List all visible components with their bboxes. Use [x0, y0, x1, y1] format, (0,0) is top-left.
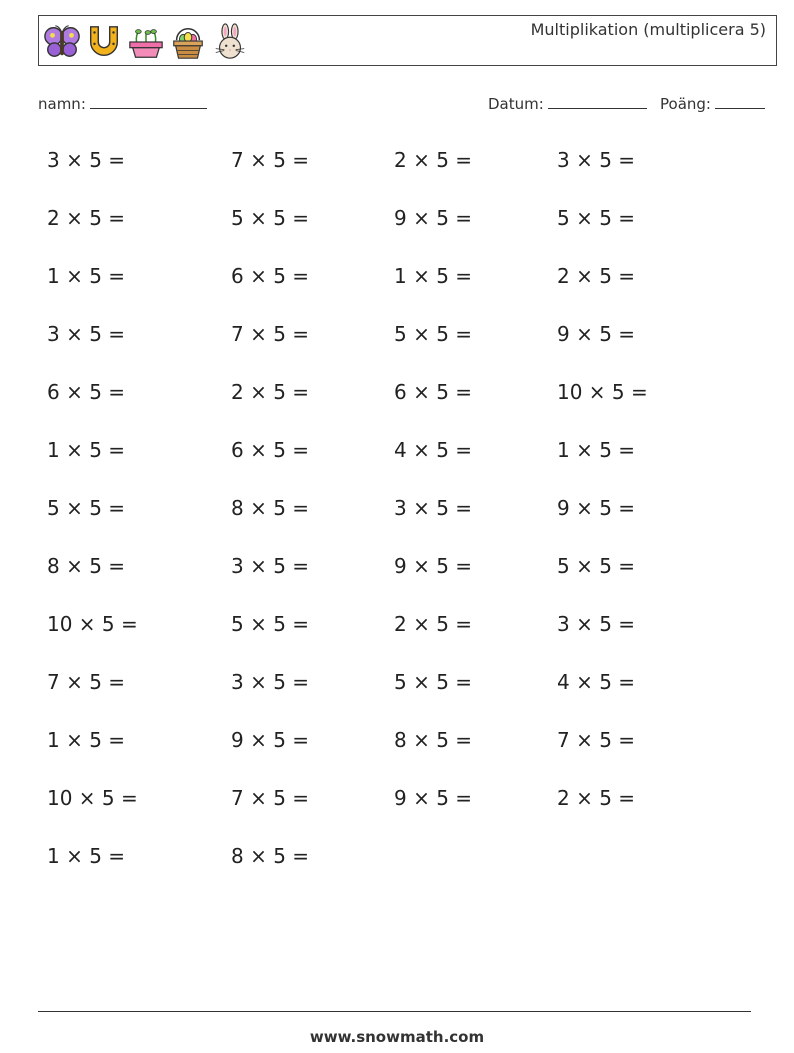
date-label: Datum: [488, 95, 544, 113]
problem-item: 5 × 5 = [557, 206, 636, 230]
problem-item: 1 × 5 = [557, 438, 636, 462]
problem-item: 1 × 5 = [47, 844, 126, 868]
problem-item: 2 × 5 = [394, 612, 473, 636]
problem-item: 6 × 5 = [231, 264, 310, 288]
problem-item: 3 × 5 = [394, 496, 473, 520]
problem-item: 8 × 5 = [394, 728, 473, 752]
problem-item: 2 × 5 = [394, 148, 473, 172]
problem-item: 8 × 5 = [231, 496, 310, 520]
easter-basket-icon [169, 23, 207, 61]
problem-item: 3 × 5 = [47, 322, 126, 346]
problem-item: 8 × 5 = [47, 554, 126, 578]
score-label: Poäng: [660, 95, 711, 113]
problem-item: 3 × 5 = [47, 148, 126, 172]
problem-item: 4 × 5 = [394, 438, 473, 462]
date-field [488, 92, 647, 113]
problem-item: 10 × 5 = [47, 612, 138, 636]
problem-item: 3 × 5 = [557, 612, 636, 636]
problem-item: 5 × 5 = [231, 206, 310, 230]
score-field [660, 92, 765, 113]
problem-item: 8 × 5 = [231, 844, 310, 868]
bunny-icon [211, 23, 249, 61]
problem-item: 9 × 5 = [394, 554, 473, 578]
problem-item: 6 × 5 = [47, 380, 126, 404]
problem-item: 7 × 5 = [231, 322, 310, 346]
problem-item: 7 × 5 = [47, 670, 126, 694]
footer-url: www.snowmath.com [309, 1028, 485, 1046]
problem-item: 9 × 5 = [394, 206, 473, 230]
problem-item: 7 × 5 = [557, 728, 636, 752]
problem-item: 1 × 5 = [47, 438, 126, 462]
problem-item: 3 × 5 = [231, 554, 310, 578]
header-icons [43, 22, 249, 62]
problem-item: 5 × 5 = [394, 322, 473, 346]
problem-item: 4 × 5 = [557, 670, 636, 694]
name-field [38, 92, 207, 113]
problem-item: 2 × 5 = [557, 786, 636, 810]
problem-item: 5 × 5 = [557, 554, 636, 578]
problem-item: 1 × 5 = [47, 728, 126, 752]
header-box [38, 15, 777, 66]
problem-item: 7 × 5 = [231, 786, 310, 810]
date-line[interactable] [548, 92, 647, 109]
problem-item: 9 × 5 = [231, 728, 310, 752]
problem-item: 6 × 5 = [231, 438, 310, 462]
problem-item: 3 × 5 = [231, 670, 310, 694]
horseshoe-icon [85, 23, 123, 61]
problem-item: 9 × 5 = [557, 496, 636, 520]
problem-item: 7 × 5 = [231, 148, 310, 172]
problem-item: 2 × 5 = [557, 264, 636, 288]
problem-item: 5 × 5 = [47, 496, 126, 520]
problem-item: 5 × 5 = [231, 612, 310, 636]
worksheet-title: Multiplikation (multiplicera 5) [530, 20, 766, 39]
problem-item: 2 × 5 = [47, 206, 126, 230]
name-line[interactable] [90, 92, 207, 109]
problem-item: 9 × 5 = [394, 786, 473, 810]
problem-item: 1 × 5 = [394, 264, 473, 288]
problem-item: 3 × 5 = [557, 148, 636, 172]
problem-item: 10 × 5 = [557, 380, 648, 404]
butterfly-icon [43, 23, 81, 61]
problem-item: 2 × 5 = [231, 380, 310, 404]
seedling-pot-icon [127, 23, 165, 61]
problem-item: 6 × 5 = [394, 380, 473, 404]
problem-item: 5 × 5 = [394, 670, 473, 694]
problem-item: 1 × 5 = [47, 264, 126, 288]
problem-item: 10 × 5 = [47, 786, 138, 810]
score-line[interactable] [715, 92, 765, 109]
problem-item: 9 × 5 = [557, 322, 636, 346]
footer-rule [38, 1011, 751, 1012]
name-label: namn: [38, 95, 86, 113]
